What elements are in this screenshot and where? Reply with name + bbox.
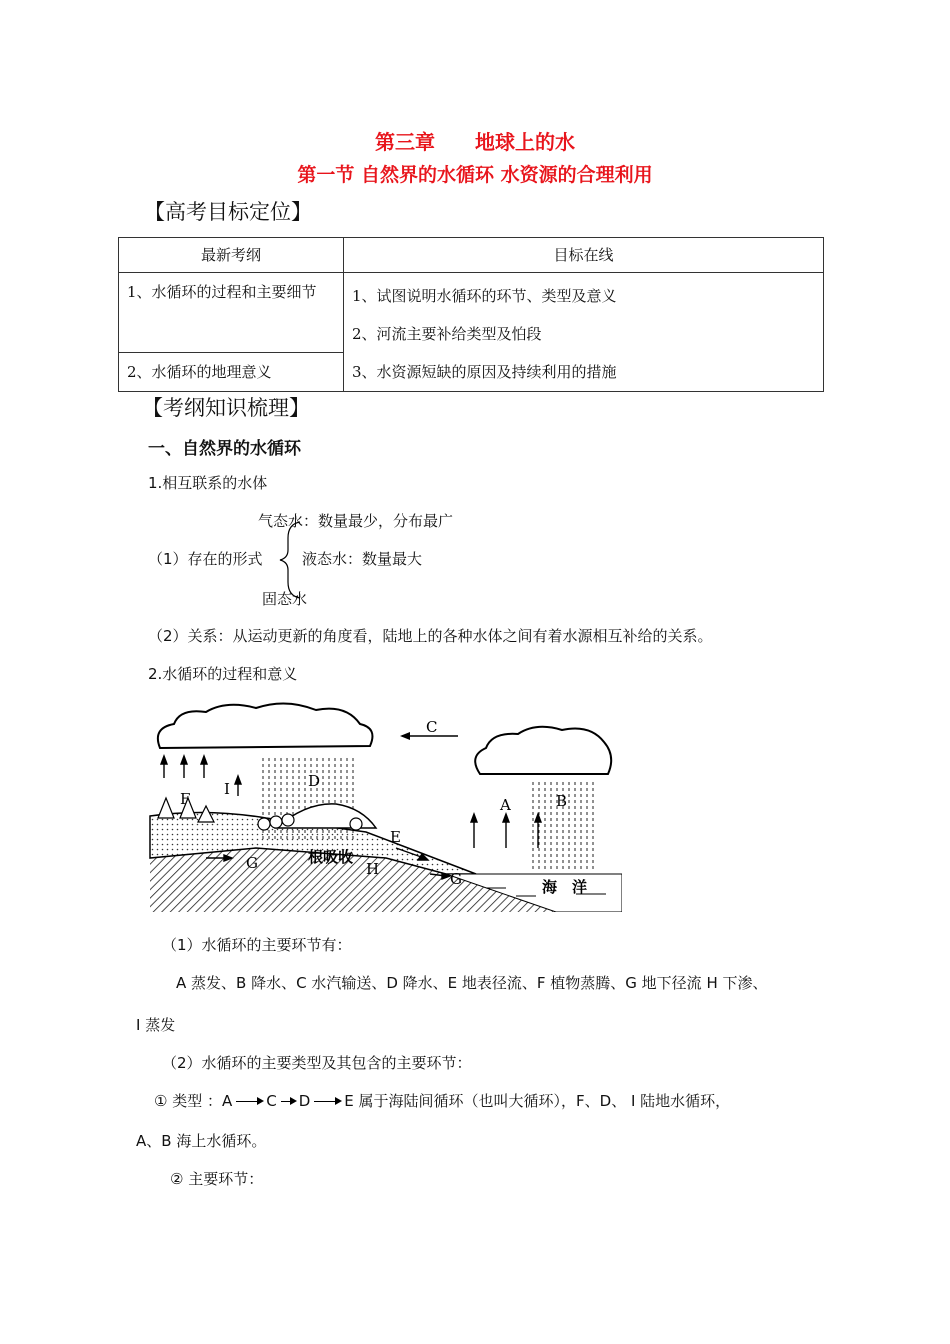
form-solid: 固态水	[262, 590, 308, 608]
diagram-label-B: B	[556, 792, 568, 810]
diagram-label-D: D	[308, 772, 321, 790]
goal-item-3: 3、水资源短缺的原因及持续利用的措施	[352, 363, 617, 381]
diagram-label-E: E	[390, 828, 401, 846]
type1-d: D	[298, 1092, 311, 1110]
relation-text: （2）关系：从运动更新的角度看，陆地上的各种水体之间有着水源相互补给的关系。	[148, 627, 713, 645]
gaokao-heading: 【高考目标定位】	[144, 200, 312, 224]
type2: ② 主要环节：	[170, 1170, 264, 1188]
cloud-right-icon	[475, 727, 611, 774]
goal-item-2: 2、河流主要补给类型及怕段	[352, 325, 542, 343]
goal-item-1: 1、试图说明水循环的环节、类型及意义	[352, 287, 617, 305]
diagram-label-G2: G	[450, 870, 462, 888]
diagram-label-F: F	[180, 790, 191, 808]
type1-line2: A、B 海上水循环。	[136, 1132, 267, 1150]
type1-prefix: ① 类型 ：A	[154, 1092, 233, 1110]
diagram-label-H: H	[366, 860, 380, 878]
cloud-left-icon	[158, 703, 373, 748]
chapter-title: 第三章 地球上的水	[375, 130, 575, 154]
links-heading: （1）水循环的主要环节有：	[162, 936, 352, 954]
type1-line	[154, 1090, 730, 1111]
table-header-goals: 目标在线	[344, 238, 824, 273]
arrow-icon	[314, 1101, 340, 1102]
diagram-label-I: I	[224, 780, 230, 798]
types-heading: （2）水循环的主要类型及其包含的主要环节：	[162, 1054, 472, 1072]
diagram-label-A: A	[500, 796, 511, 814]
brace-icon	[278, 520, 302, 600]
form-gas: 气态水：数量最少，分布最广	[258, 512, 454, 530]
diagram-label-C: C	[426, 718, 438, 736]
links-line2: I 蒸发	[136, 1016, 176, 1034]
diagram-root-text: 根吸收	[308, 848, 354, 866]
item2: 2.水循环的过程和意义	[148, 665, 298, 683]
diagram-sea-text: 海 洋	[542, 878, 588, 896]
goal-table	[118, 237, 824, 392]
type1-c: C	[266, 1092, 277, 1110]
type1-suffix: E 属于海陆间循环（也叫大循环），F、D、 I 陆地水循环，	[344, 1092, 731, 1110]
form-label: （1）存在的形式	[148, 550, 263, 568]
links-line1: A 蒸发、B 降水、C 水汽输送、D 降水、E 地表径流、F 植物蒸腾、G 地下径流 H 下渗、	[176, 974, 768, 992]
knowledge-heading: 【考纲知识梳理】	[142, 396, 310, 420]
arrow-icon	[281, 1101, 295, 1102]
section-title: 第一节 自然界的水循环 水资源的合理利用	[297, 164, 653, 186]
table-cell-goals	[344, 273, 824, 392]
water-cycle-diagram	[146, 698, 622, 912]
form-liquid: 液态水：数量最大	[302, 550, 423, 568]
arrow-icon	[236, 1101, 262, 1102]
table-cell-outline-2: 2、水循环的地理意义	[119, 353, 344, 392]
part1-heading: 一、自然界的水循环	[148, 439, 301, 459]
diagram-label-G1: G	[246, 854, 258, 872]
table-header-outline: 最新考纲	[119, 238, 344, 273]
table-cell-outline-1: 1、水循环的过程和主要细节	[119, 273, 344, 353]
item1: 1.相互联系的水体	[148, 474, 268, 492]
